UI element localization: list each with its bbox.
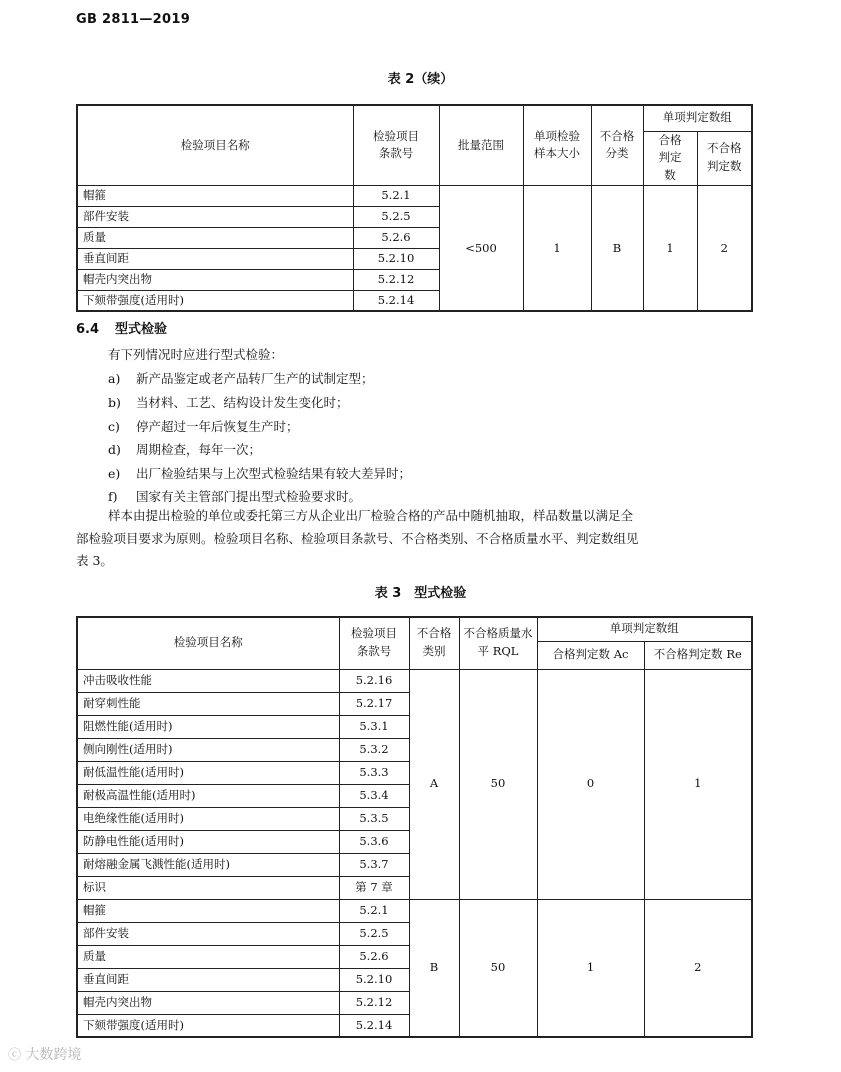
table-row-clause: 5.2.14 <box>339 1014 409 1037</box>
list-text: 当材料、工艺、结构设计发生变化时； <box>136 395 349 410</box>
table-row-clause: 5.3.7 <box>339 853 409 876</box>
table-row-clause: 5.3.1 <box>339 715 409 738</box>
section-intro: 有下列情况时应进行型式检验： <box>108 347 284 362</box>
paragraph-line: 样本由提出检验的单位或委托第三方从企业出厂检验合格的产品中随机抽取，样品数量以满足全 <box>108 508 634 523</box>
t3-groupB-class: B <box>409 899 459 1037</box>
table-row-clause: 5.2.1 <box>339 899 409 922</box>
table-row-clause: 5.3.5 <box>339 807 409 830</box>
table3-caption: 表 3 型式检验 <box>374 586 467 601</box>
section-number: 6.4 <box>76 322 100 337</box>
t3-groupB-ac: 1 <box>537 899 644 1037</box>
table-row-clause: 第 7 章 <box>339 876 409 899</box>
table-row-clause: 5.2.12 <box>339 991 409 1014</box>
table-row-clause: 5.2.16 <box>339 669 409 692</box>
table2 <box>76 104 753 312</box>
table-row-name: 标识 <box>77 876 339 899</box>
t3-groupB-rql: 50 <box>459 899 537 1037</box>
table-row-clause: 5.3.4 <box>339 784 409 807</box>
table-row-name: 冲击吸收性能 <box>77 669 339 692</box>
section-heading <box>76 318 167 337</box>
t3-groupA-rql: 50 <box>459 669 537 899</box>
t2-header-batch: 批量范围 <box>439 105 523 185</box>
list-text: 停产超过一年后恢复生产时； <box>136 419 299 434</box>
t2-header-re: 不合格判定数 <box>697 131 752 185</box>
t3-header-ac: 合格判定数 Ac <box>537 641 644 669</box>
table-row-name: 部件安装 <box>77 922 339 945</box>
table-row-clause: 5.2.5 <box>353 206 439 227</box>
table-row-name: 防静电性能(适用时) <box>77 830 339 853</box>
list-item <box>108 417 299 435</box>
table-row-name: 质量 <box>77 945 339 968</box>
standard-number: GB 2811—2019 <box>76 12 191 27</box>
table-row-clause: 5.2.10 <box>353 248 439 269</box>
table-row-name: 耐极高温性能(适用时) <box>77 784 339 807</box>
table-row-clause: 5.2.17 <box>339 692 409 715</box>
t3-header-clause: 检验项目条款号 <box>339 617 409 669</box>
t3-groupA-re: 1 <box>644 669 752 899</box>
list-mark: a) <box>108 371 121 386</box>
table-row-clause: 5.3.6 <box>339 830 409 853</box>
watermark-text: 大数跨境 <box>25 1047 82 1063</box>
t2-header-class: 不合格分类 <box>591 105 643 185</box>
t2-header-sample: 单项检验样本大小 <box>523 105 591 185</box>
table-row-name: 帽箍 <box>77 185 353 206</box>
t2-ac-value: 1 <box>643 185 697 311</box>
table-row-clause: 5.2.1 <box>353 185 439 206</box>
list-item <box>108 393 349 411</box>
table-row-clause: 5.3.3 <box>339 761 409 784</box>
t2-class-value: B <box>591 185 643 311</box>
list-mark: d) <box>108 442 121 457</box>
table-row-clause: 5.2.10 <box>339 968 409 991</box>
list-text: 周期检查，每年一次； <box>136 442 262 457</box>
paragraph-line: 表 3。 <box>76 553 113 568</box>
table3 <box>76 616 753 1038</box>
t3-header-rql: 不合格质量水平 RQL <box>459 617 537 669</box>
table-row-clause: 5.3.2 <box>339 738 409 761</box>
t2-batch-value: <500 <box>439 185 523 311</box>
table-row-name: 耐穿刺性能 <box>77 692 339 715</box>
table-row-name: 质量 <box>77 227 353 248</box>
paragraph-line: 部检验项目要求为原则。检验项目名称、检验项目条款号、不合格类别、不合格质量水平、判定数组见 <box>76 531 639 546</box>
table-row-clause: 5.2.5 <box>339 922 409 945</box>
watermark <box>8 1044 81 1064</box>
table2-caption: 表 2（续） <box>387 72 454 87</box>
t2-header-name: 检验项目名称 <box>77 105 353 185</box>
list-mark: e) <box>108 466 121 481</box>
table-row-name: 耐熔融金属飞溅性能(适用时) <box>77 853 339 876</box>
t2-header-group: 单项判定数组 <box>643 105 752 131</box>
t2-re-value: 2 <box>697 185 752 311</box>
list-text: 国家有关主管部门提出型式检验要求时。 <box>136 489 362 504</box>
table-row-clause: 5.2.6 <box>339 945 409 968</box>
list-item <box>108 440 261 458</box>
t3-header-group: 单项判定数组 <box>537 617 752 641</box>
list-text: 新产品鉴定或老产品转厂生产的试制定型； <box>136 371 374 386</box>
t3-header-class: 不合格类别 <box>409 617 459 669</box>
watermark-logo-icon: ⓒ <box>8 1048 22 1063</box>
list-mark: f) <box>108 489 118 504</box>
t3-header-name: 检验项目名称 <box>77 617 339 669</box>
table-row-clause: 5.2.6 <box>353 227 439 248</box>
table-row-name: 侧向刚性(适用时) <box>77 738 339 761</box>
table-row-name: 垂直间距 <box>77 248 353 269</box>
table-row-name: 垂直间距 <box>77 968 339 991</box>
table-row-name: 阻燃性能(适用时) <box>77 715 339 738</box>
t2-sample-value: 1 <box>523 185 591 311</box>
table-row-clause: 5.2.12 <box>353 269 439 290</box>
t3-groupB-re: 2 <box>644 899 752 1037</box>
list-text: 出厂检验结果与上次型式检验结果有较大差异时； <box>136 466 412 481</box>
t3-groupA-class: A <box>409 669 459 899</box>
table-row-name: 帽壳内突出物 <box>77 991 339 1014</box>
list-item <box>108 369 374 387</box>
table-row-clause: 5.2.14 <box>353 290 439 311</box>
table-row-name: 下颏带强度(适用时) <box>77 290 353 311</box>
table-row-name: 帽箍 <box>77 899 339 922</box>
t3-groupA-ac: 0 <box>537 669 644 899</box>
t3-header-re: 不合格判定数 Re <box>644 641 752 669</box>
list-item <box>108 464 411 482</box>
t2-header-ac: 合格判定数 <box>643 131 697 185</box>
table-row-name: 下颏带强度(适用时) <box>77 1014 339 1037</box>
t2-header-clause: 检验项目条款号 <box>353 105 439 185</box>
table-row-name: 部件安装 <box>77 206 353 227</box>
list-mark: b) <box>108 395 121 410</box>
table-row-name: 耐低温性能(适用时) <box>77 761 339 784</box>
table-row-name: 帽壳内突出物 <box>77 269 353 290</box>
section-title: 型式检验 <box>115 322 168 337</box>
table-row-name: 电绝缘性能(适用时) <box>77 807 339 830</box>
list-item <box>108 487 361 505</box>
list-mark: c) <box>108 419 120 434</box>
